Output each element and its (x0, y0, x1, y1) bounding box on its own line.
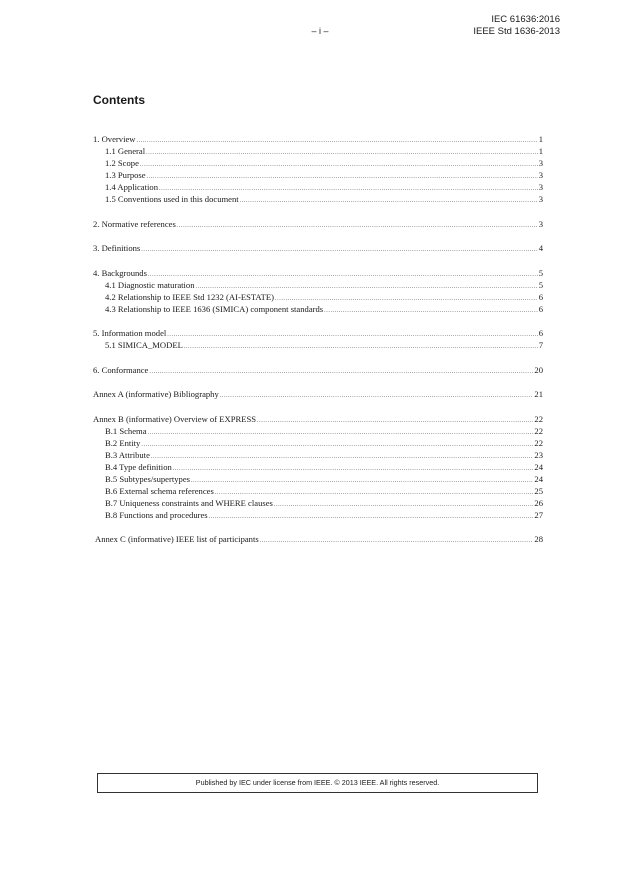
toc-entry-page: 22 (534, 437, 543, 448)
toc-entry-page: 3 (538, 194, 543, 204)
toc-entry-label: B.1 Schema (105, 425, 147, 436)
toc-entry[interactable] (93, 242, 543, 254)
page-number: – i – (311, 26, 329, 36)
toc-entry[interactable] (93, 145, 543, 157)
toc-entry[interactable] (93, 291, 543, 303)
toc-entry[interactable] (93, 303, 543, 315)
dot-leader (140, 159, 538, 171)
toc-entry-label: 3. Definitions (93, 243, 141, 253)
toc-entry-label: 1.3 Purpose (105, 170, 146, 180)
toc-entry-page: 21 (534, 389, 543, 399)
toc-entry-label: 4.2 Relationship to IEEE Std 1232 (AI-ESTATE) (105, 291, 275, 302)
toc-entry-page: 20 (534, 364, 543, 375)
toc-entry-label: 4.1 Diagnostic maturation (105, 279, 195, 290)
toc-entry-label: 4.3 Relationship to IEEE 1636 (SIMICA) component standards (105, 303, 324, 314)
toc-group (93, 133, 543, 205)
toc-entry[interactable] (93, 509, 543, 521)
toc-entry-page: 28 (534, 534, 543, 544)
contents-heading: Contents (93, 93, 145, 107)
toc-entry[interactable] (93, 169, 543, 181)
toc-entry-label: 1. Overview (93, 134, 136, 144)
toc-group (93, 267, 543, 315)
table-of-contents (93, 133, 543, 558)
toc-entry[interactable] (93, 157, 543, 169)
toc-entry-label: 1.1 General (105, 146, 146, 156)
toc-entry[interactable] (93, 533, 543, 545)
toc-entry-page: 3 (538, 158, 543, 168)
toc-entry-page: 27 (534, 509, 543, 520)
toc-entry-label: 1.4 Application (105, 182, 158, 192)
standard-iec: IEC 61636:2016 (491, 14, 560, 25)
dot-leader (220, 390, 534, 402)
toc-entry[interactable] (93, 364, 543, 376)
toc-entry[interactable] (93, 425, 543, 437)
toc-entry-page: 1 (538, 146, 543, 156)
dot-leader (184, 341, 538, 353)
toc-entry[interactable] (93, 181, 543, 193)
toc-entry-label: Annex B (informative) Overview of EXPRESS (93, 413, 257, 424)
toc-group (93, 388, 543, 400)
toc-group (93, 218, 543, 230)
dot-leader (149, 366, 533, 378)
toc-entry-label: B.4 Type definition (105, 461, 172, 472)
toc-entry-page: 3 (538, 218, 543, 229)
toc-entry-page: 25 (534, 485, 543, 496)
toc-entry[interactable] (93, 461, 543, 473)
toc-entry-page: 24 (534, 473, 543, 484)
standard-ieee: IEEE Std 1636-2013 (473, 26, 560, 37)
toc-entry[interactable] (93, 339, 543, 351)
toc-entry-label: B.8 Functions and procedures (105, 509, 208, 520)
toc-entry-page: 6 (538, 291, 543, 302)
toc-entry-page: 22 (534, 425, 543, 436)
toc-entry-label: B.7 Uniqueness constraints and WHERE clauses (105, 497, 273, 508)
toc-entry-page: 3 (538, 182, 543, 192)
toc-entry-label: B.6 External schema references (105, 485, 214, 496)
dot-leader (151, 451, 534, 463)
dot-leader (148, 427, 534, 439)
toc-entry[interactable] (93, 437, 543, 449)
toc-entry-page: 1 (538, 134, 543, 144)
toc-group (93, 533, 543, 545)
dot-leader (136, 135, 537, 147)
toc-entry-label: B.5 Subtypes/supertypes (105, 473, 190, 484)
toc-entry-page: 3 (538, 170, 543, 180)
toc-entry-label: Annex C (informative) IEEE list of participants (95, 534, 259, 544)
dot-leader (260, 535, 534, 547)
toc-entry-label: 5. Information model (93, 328, 167, 338)
toc-group (93, 327, 543, 351)
toc-entry-label: 5.1 SIMICA_MODEL (105, 340, 183, 350)
toc-entry-page: 22 (534, 413, 543, 424)
toc-entry-page: 6 (538, 303, 543, 314)
dot-leader (146, 147, 538, 159)
toc-entry[interactable] (93, 485, 543, 497)
dot-leader (240, 195, 538, 207)
toc-entry[interactable] (93, 279, 543, 291)
toc-entry[interactable] (93, 218, 543, 230)
toc-entry-page: 24 (534, 461, 543, 472)
toc-entry[interactable] (93, 497, 543, 509)
toc-entry-label: 6. Conformance (93, 364, 149, 375)
toc-entry-page: 23 (534, 449, 543, 460)
toc-entry-page: 7 (538, 340, 543, 350)
dot-leader (141, 244, 537, 256)
toc-entry[interactable] (93, 267, 543, 279)
dot-leader (167, 329, 537, 341)
toc-entry-label: 1.2 Scope (105, 158, 139, 168)
toc-entry-label: 1.5 Conventions used in this document (105, 194, 239, 204)
toc-entry-label: B.3 Attribute (105, 449, 150, 460)
dot-leader (274, 499, 534, 511)
standard-designation (473, 14, 560, 38)
dot-leader (177, 220, 538, 232)
toc-entry-label: B.2 Entity (105, 437, 141, 448)
dot-leader (147, 171, 538, 183)
toc-entry-label: 4. Backgrounds (93, 267, 147, 278)
toc-entry[interactable] (93, 133, 543, 145)
toc-entry[interactable] (93, 327, 543, 339)
toc-entry-page: 4 (538, 243, 543, 253)
toc-entry-page: 5 (538, 267, 543, 278)
toc-entry-label: 2. Normative references (93, 218, 176, 229)
dot-leader (257, 415, 533, 427)
toc-group (93, 413, 543, 521)
dot-leader (324, 305, 538, 317)
toc-entry[interactable] (93, 413, 543, 425)
toc-entry-page: 6 (538, 328, 543, 338)
toc-entry[interactable] (93, 449, 543, 461)
dot-leader (148, 269, 538, 281)
toc-entry[interactable] (93, 388, 543, 400)
toc-entry-label: Annex A (informative) Bibliography (93, 389, 219, 399)
dot-leader (209, 511, 534, 523)
copyright-notice: Published by IEC under license from IEEE. © 2013 IEEE. All rights reserved. (97, 773, 538, 793)
toc-entry-page: 5 (538, 279, 543, 290)
toc-group (93, 242, 543, 254)
toc-entry[interactable] (93, 193, 543, 205)
dot-leader (191, 475, 533, 487)
dot-leader (173, 463, 534, 475)
dot-leader (141, 439, 533, 451)
toc-group (93, 364, 543, 376)
toc-entry[interactable] (93, 473, 543, 485)
toc-entry-page: 26 (534, 497, 543, 508)
